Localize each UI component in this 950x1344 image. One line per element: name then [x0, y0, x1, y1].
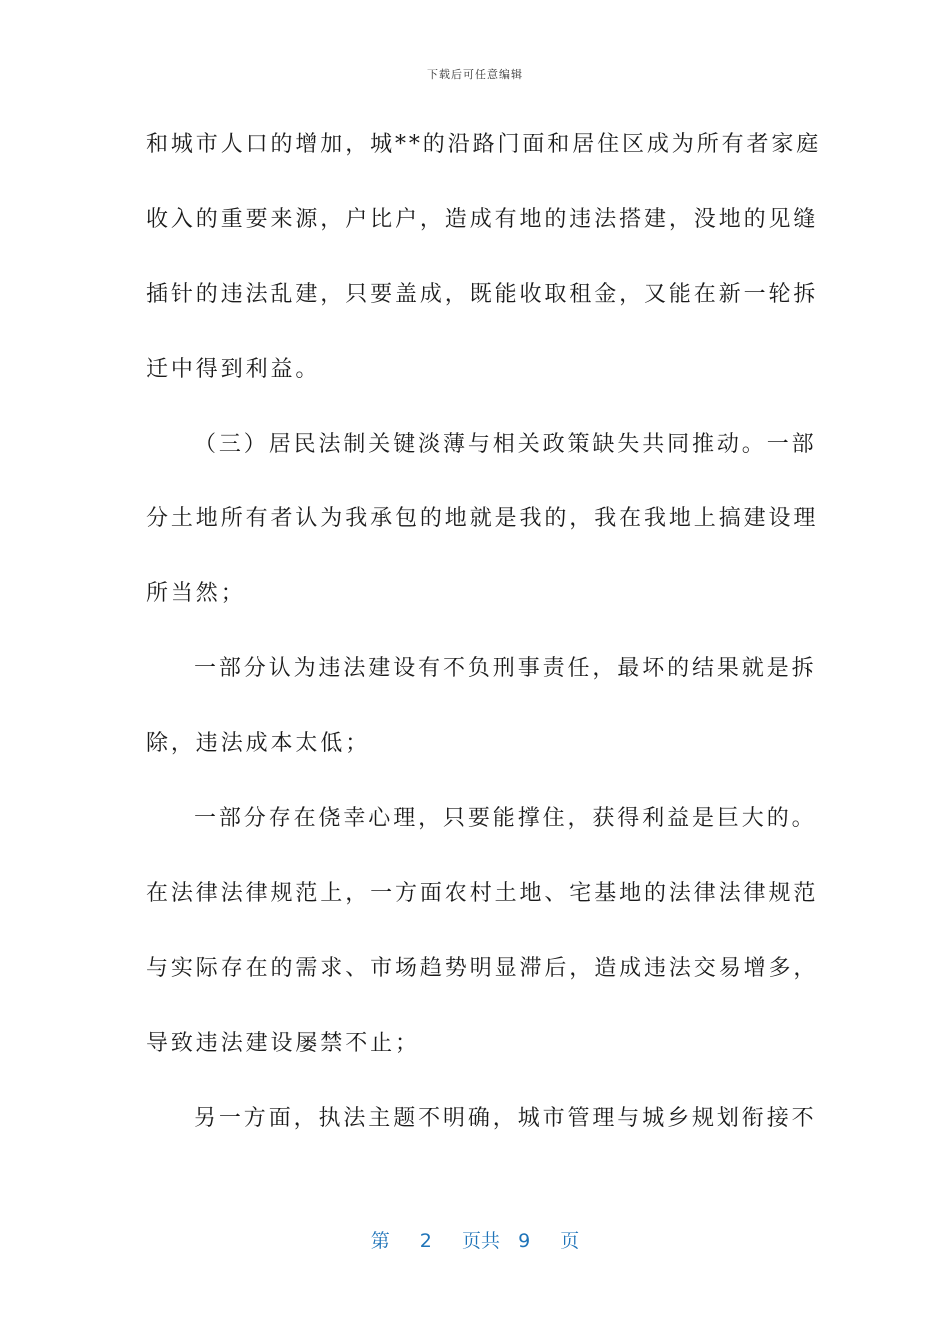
footer-middle: 页共: [461, 1230, 500, 1252]
text-line: 分土地所有者认为我承包的地就是我的，我在我地上搞建设理: [146, 506, 819, 532]
total-pages-number: 9: [518, 1230, 531, 1252]
text-line: 和城市人口的增加，城**的沿路门面和居住区成为所有者家庭: [146, 132, 822, 157]
text-line: 另一方面，执法主题不明确，城市管理与城乡规划衔接不: [194, 1105, 817, 1131]
page-number-footer: [0, 1226, 950, 1253]
text-line: 插针的违法乱建，只要盖成，既能收取租金，又能在新一轮拆: [146, 281, 819, 307]
text-line: 一部分认为违法建设有不负刑事责任，最坏的结果就是拆: [194, 656, 817, 682]
text-line: 所当然；: [146, 581, 246, 607]
text-line: 收入的重要来源，户比户，造成有地的违法搭建，没地的见缝: [146, 206, 819, 232]
text-line: 一部分存在侥幸心理，只要能撑住，获得利益是巨大的。: [194, 806, 817, 832]
footer-prefix: 第: [370, 1230, 390, 1252]
text-line: （三）居民法制关键淡薄与相关政策缺失共同推动。一部: [194, 431, 817, 457]
document-body: [146, 120, 822, 1168]
text-line: 与实际存在的需求、市场趋势明显滞后，造成违法交易增多，: [146, 955, 819, 981]
footer-suffix: 页: [560, 1230, 580, 1252]
current-page-number: 2: [419, 1230, 432, 1252]
text-line: 在法律法律规范上，一方面农村土地、宅基地的法律法律规范: [146, 880, 819, 906]
text-line: 导致违法建设屡禁不止；: [146, 1030, 420, 1056]
page-header-note: 下载后可任意编辑: [427, 68, 523, 81]
text-line: 除，违法成本太低；: [146, 731, 371, 757]
text-line: 迁中得到利益。: [146, 356, 321, 382]
